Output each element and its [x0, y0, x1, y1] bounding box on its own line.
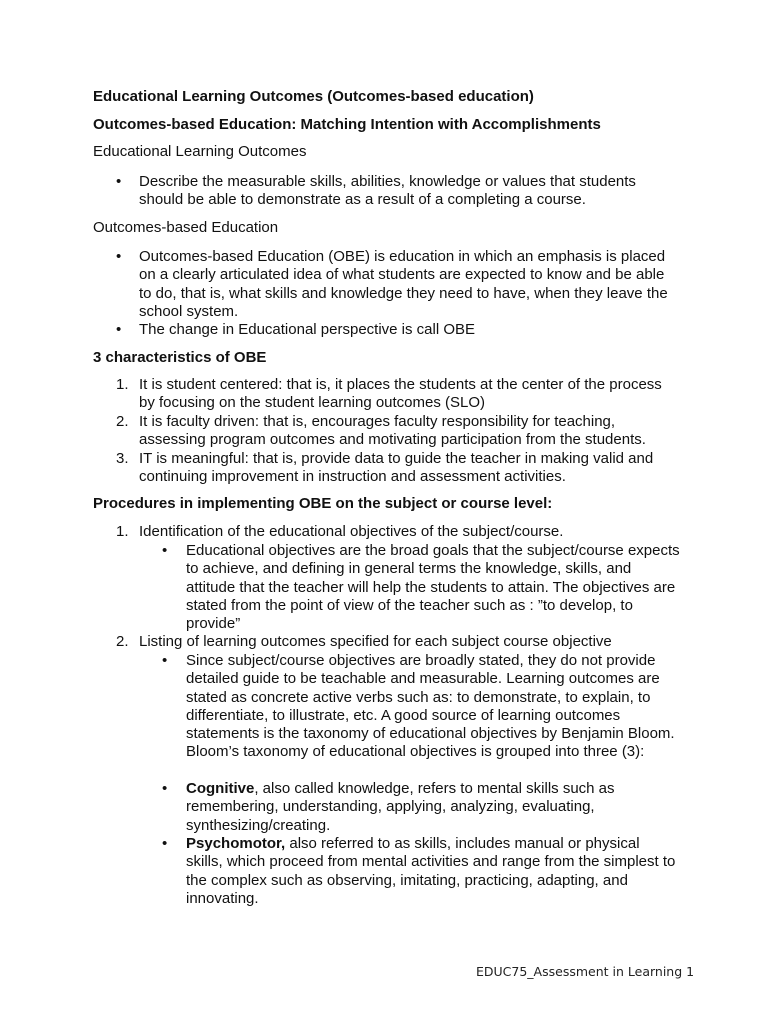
list-number: 3. [116, 450, 129, 467]
bullet-marker: • [162, 652, 168, 669]
psychomotor-paragraph [186, 835, 680, 908]
list-number: 1. [116, 376, 129, 393]
procedure-item-2-bullet: Since subject/course objectives are broadly stated, they do not provide detailed guide to be teachable and measurable. Learning outcomes are stated as concrete active verbs such as: to demonstrate, to explain, to differentiate, to illustrate, etc. A good source of learning outcomes statements is the taxonomy of educational objectives by Benjamin Bloom. Bloom’s taxonomy of educational objectives is grouped into three (3): [186, 652, 675, 761]
list-number: 2. [116, 413, 129, 430]
procedure-item-2: Listing of learning outcomes specified for each subject course objective [139, 633, 612, 650]
psychomotor-text: also referred to as skills, includes manual or physical skills, which proceed from mental activities and range from the simplest to the complex such as observing, imitating, practicing, adapting, and innovating. [186, 835, 676, 907]
page-footer: EDUC75_Assessment in Learning 1 [476, 964, 695, 979]
cognitive-text: , also called knowledge, refers to mental skills such as remembering, understanding, applying, analyzing, evaluating, synthesizing/creating. [186, 780, 615, 834]
bullet-marker: • [162, 542, 168, 559]
procedure-item-1-bullet: Educational objectives are the broad goals that the subject/course expects to achieve, and defining in general terms the knowledge, skills, and attitude that the teacher will help the students to attain. The objectives are stated from the point of view of the teacher such as : ”to develop, to provide” [186, 542, 680, 633]
bullet-marker: • [162, 780, 168, 797]
bullet-marker: • [162, 835, 168, 852]
characteristic-item-1: It is student centered: that is, it places the students at the center of the process by focusing on the student learning outcomes (SLO) [139, 376, 662, 412]
procedure-item-1: Identification of the educational objectives of the subject/course. [139, 523, 564, 540]
elo-bullet: Describe the measurable skills, abilities, knowledge or values that students should be able to demonstrate as a result of a completing a course. [139, 173, 636, 209]
document-title: Educational Learning Outcomes (Outcomes-based education) [93, 88, 534, 105]
procedures-heading: Procedures in implementing OBE on the subject or course level: [93, 495, 553, 512]
bullet-marker: • [116, 321, 122, 338]
psychomotor-term: Psychomotor, [186, 835, 286, 852]
characteristic-item-2: It is faculty driven: that is, encourages faculty responsibility for teaching, assessing program outcomes and motivating participation from the students. [139, 413, 646, 449]
obe-bullet-2: The change in Educational perspective is call OBE [139, 321, 476, 338]
document-subtitle: Outcomes-based Education: Matching Intention with Accomplishments [93, 116, 601, 133]
obe-heading: Outcomes-based Education [93, 219, 279, 236]
cognitive-term: Cognitive [186, 780, 255, 797]
elo-heading: Educational Learning Outcomes [93, 143, 307, 160]
characteristic-item-3: IT is meaningful: that is, provide data to guide the teacher in making valid and continuing improvement in instruction and assessment activities. [139, 450, 654, 486]
bullet-marker: • [116, 173, 122, 190]
characteristics-heading: 3 characteristics of OBE [93, 349, 267, 366]
cognitive-paragraph [186, 780, 680, 835]
bullet-marker: • [116, 248, 122, 265]
list-number: 2. [116, 633, 129, 650]
obe-bullet-1: Outcomes-based Education (OBE) is education in which an emphasis is placed on a clearly articulated idea of what students are expected to know and be able to do, that is, what skills and knowledge they need to have, when they leave the school system. [139, 248, 668, 320]
list-number: 1. [116, 523, 129, 540]
